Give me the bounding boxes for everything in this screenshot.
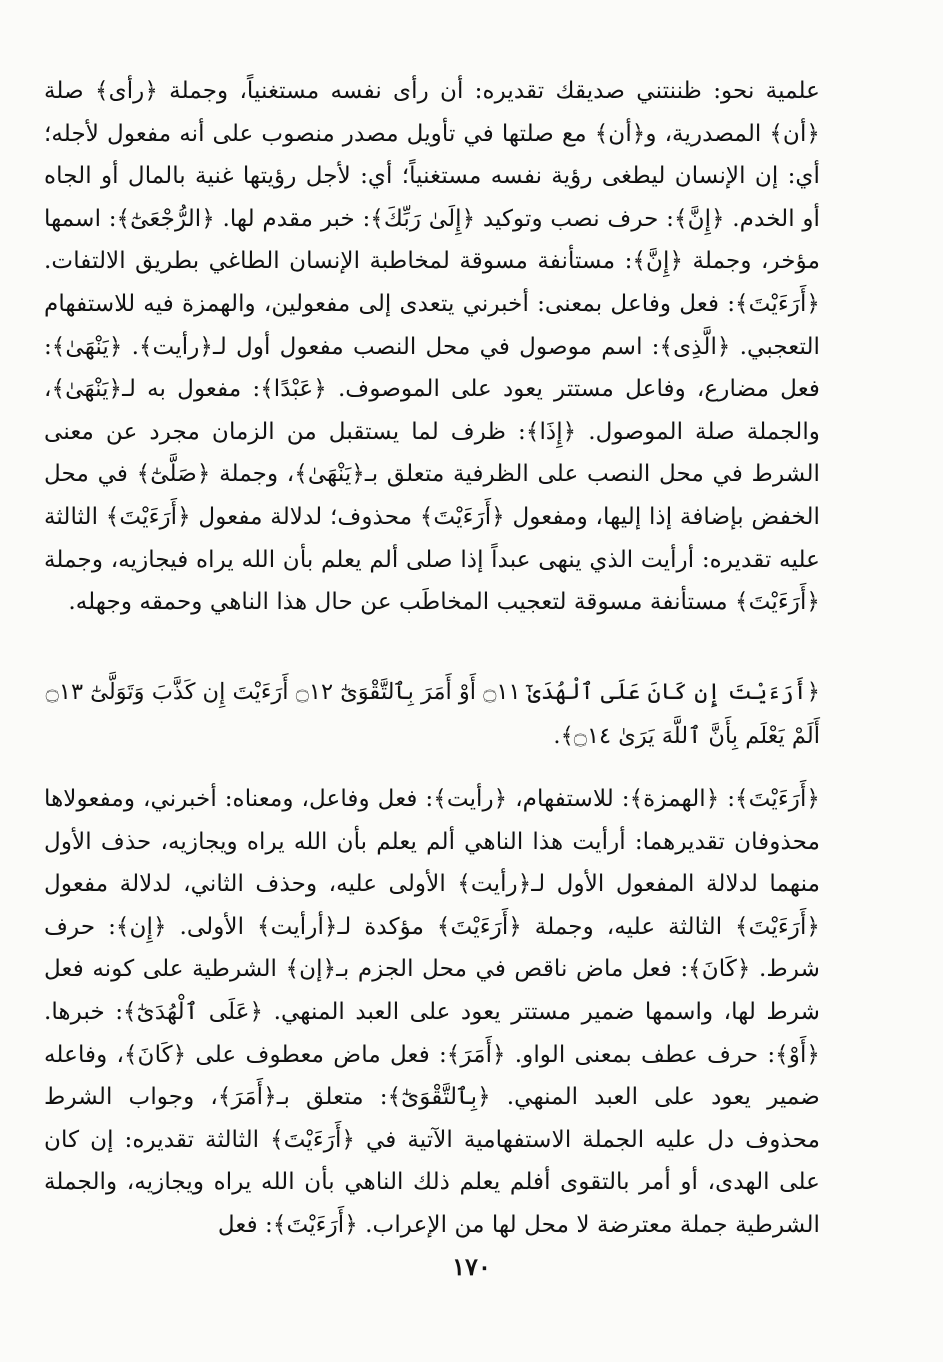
quran-verse: ﴿أَرَءَيْتَ إِن كَانَ عَلَى ٱلْهُدَىٰٓ ۝١١ أَوْ أَمَرَ بِٱلتَّقْوَىٰٓ ۝١٢ أَرَءَيْتَ إِن كَذَّبَ وَتَوَلَّىٰٓ ۝١٣ أَلَمْ يَعْلَم بِأَنَّ ٱللَّهَ يَرَىٰ ۝١٤﴾.	[45, 679, 820, 749]
page-number: ١٧٠	[452, 1252, 491, 1281]
commentary-paragraph-2: ﴿أَرَءَيْتَ﴾: ﴿الهمزة﴾: للاستفهام، ﴿رأيت﴾: فعل وفاعل، ومعناه: أخبرني، ومفعولاها محذوفان تقديرهما: أرأيت هذا الناهي ألم يعلم بأن الله يراه ويجازيه، حذف الأول منهما لدلالة المفعول الأول لـ﴿رأيت﴾ الأولى عليه، وحذف الثاني، لدلالة مفعول ﴿أَرَءَيْتَ﴾ الثالثة عليه، وجملة ﴿أَرَءَيْتَ﴾ مؤكدة لـ﴿أرأيت﴾ الأولى. ﴿إِن﴾: حرف شرط. ﴿كَانَ﴾: فعل ماض ناقص في محل الجزم بـ﴿إن﴾ الشرطية على كونه فعل شرط لها، واسمها ضمير مستتر يعود على العبد المنهي. ﴿عَلَى ٱلْهُدَىٰٓ﴾: خبرها. ﴿أَوْ﴾: حرف عطف بمعنى الواو. ﴿أَمَرَ﴾: فعل ماض معطوف على ﴿كَانَ﴾، وفاعله ضمير يعود على العبد المنهي. ﴿بِٱلتَّقْوَىٰٓ﴾: متعلق بـ﴿أَمَرَ﴾، وجواب الشرط محذوف دل عليه الجملة الاستفهامية الآتية في ﴿أَرَءَيْتَ﴾ الثالثة تقديره: إن كان على الهدى، أو أمر بالتقوى أفلم يعلم ذلك الناهي بأن الله يراه ويجازيه، والجملة الشرطية جملة معترضة لا محل لها من الإعراب. ﴿أَرَءَيْتَ﴾: فعل	[44, 785, 820, 1238]
commentary-paragraph-1: علمية نحو: ظننتني صديقك تقديره: أن رأى نفسه مستغنياً، وجملة ﴿رأى﴾ صلة ﴿أن﴾ المصدرية، و﴿أن﴾ مع صلتها في تأويل مصدر منصوب على أنه مفعول لأجله؛ أي: إن الإنسان ليطغى رؤية نفسه مستغنياً؛ أي: لأجل رؤيتها غنية بالمال أو الجاه أو الخدم. ﴿إِنَّ﴾: حرف نصب وتوكيد ﴿إِلَىٰ رَبِّكَ﴾: خبر مقدم لها. ﴿الرُّجْعَىٰٓ﴾: اسمها مؤخر، وجملة ﴿إِنَّ﴾: مستأنفة مسوقة لمخاطبة الإنسان الطاغي بطريق الالتفات. ﴿أَرَءَيْتَ﴾: فعل وفاعل بمعنى: أخبرني يتعدى إلى مفعولين، والهمزة فيه للاستفهام التعجبي. ﴿الَّذِى﴾: اسم موصول في محل النصب مفعول أول لـ﴿رأيت﴾. ﴿يَنْهَىٰ﴾: فعل مضارع، وفاعل مستتر يعود على الموصوف. ﴿عَبْدًا﴾: مفعول به لـ﴿يَنْهَىٰ﴾، والجملة صلة الموصول. ﴿إِذَا﴾: ظرف لما يستقبل من الزمان مجرد عن معنى الشرط في محل النصب على الظرفية متعلق بـ﴿يَنْهَىٰ﴾، وجملة ﴿صَلَّىٰٓ﴾ في محل الخفض بإضافة إذا إليها، ومفعول ﴿أَرَءَيْتَ﴾ محذوف؛ لدلالة مفعول ﴿أَرَءَيْتَ﴾ الثالثة عليه تقديره: أرأيت الذي ينهى عبداً إذا صلى ألم يعلم بأن الله يراه فيجازيه، وجملة ﴿أَرَءَيْتَ﴾ مستأنفة مسوقة لتعجيب المخاطَب عن حال هذا الناهي وحمقه وجهله.	[44, 77, 820, 616]
